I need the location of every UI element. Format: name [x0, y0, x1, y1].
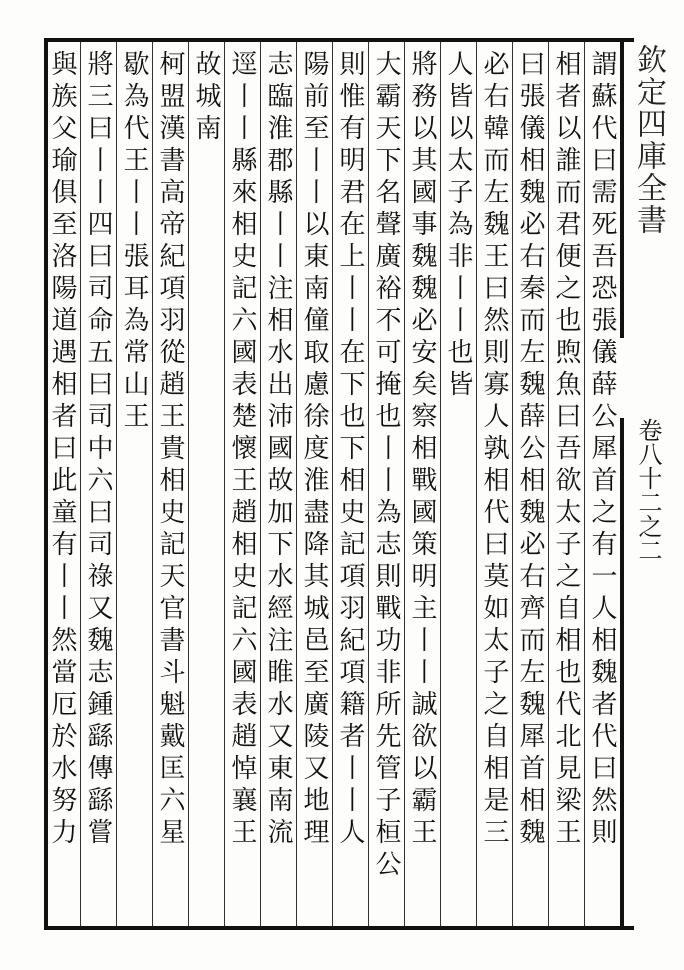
- chapter-label: 卷八十二之二: [634, 418, 662, 562]
- text-column-4: 必右韓而左魏王曰然則寡人孰相代曰莫如太子之自相是三: [476, 42, 512, 926]
- text-column-12: 故城南: [188, 42, 224, 926]
- margin-rule-bottom: [620, 418, 624, 930]
- text-column-16: 與族父瑜俱至洛陽道遇相者曰此童有丨丨然當厄於水努力: [47, 50, 77, 850]
- text-column-14: 歇為代王丨丨張耳為常山王: [116, 42, 152, 926]
- book-title: 欽定四庫全書: [631, 44, 666, 236]
- text-column-15: 將三曰丨丨四曰司命五曰司中六曰司祿又魏志鍾繇傳繇嘗: [80, 42, 116, 926]
- margin-strip: [620, 38, 668, 930]
- margin-rule-top: [620, 38, 624, 338]
- text-column-8: 則惟有明君在上丨丨在下也下相史記項羽紀項籍者丨丨人: [332, 42, 368, 926]
- text-column-13: 柯盟漢書高帝紀項羽從趙王貴相史記天官書斗魁戴匡六星: [152, 42, 188, 926]
- text-columns: [48, 42, 620, 926]
- text-column-6: 將務以其國事魏魏必安矣察相戰國策明主丨丨誠欲以霸王: [404, 42, 440, 926]
- text-column-7: 大霸天下名聲廣裕不可掩也丨丨為志則戰功非所先管子桓公: [368, 42, 404, 926]
- text-column-11: 逕丨丨縣來相史記六國表楚懷王趙相史記六國表趙悼襄王: [224, 42, 260, 926]
- text-column-5: 人皆以太子為非丨丨也皆: [440, 42, 476, 926]
- text-column-9: 陽前至丨丨以東南僮取慮徐度淮盡降其城邑至廣陵又地理: [296, 42, 332, 926]
- text-column-3: 曰張儀相魏必右秦而左魏薛公相魏必右齊而左魏犀首相魏: [512, 42, 548, 926]
- text-column-10: 志臨淮郡縣丨丨注相水出沛國故加下水經注睢水又東南流: [260, 42, 296, 926]
- text-column-1: 謂蘇代曰需死吾恐張儀薛公犀首之有一人相魏者代曰然則: [584, 42, 620, 926]
- text-column-2: 相者以誰而君便之也煦魚曰吾欲太子之自相也代北見梁王: [548, 42, 584, 926]
